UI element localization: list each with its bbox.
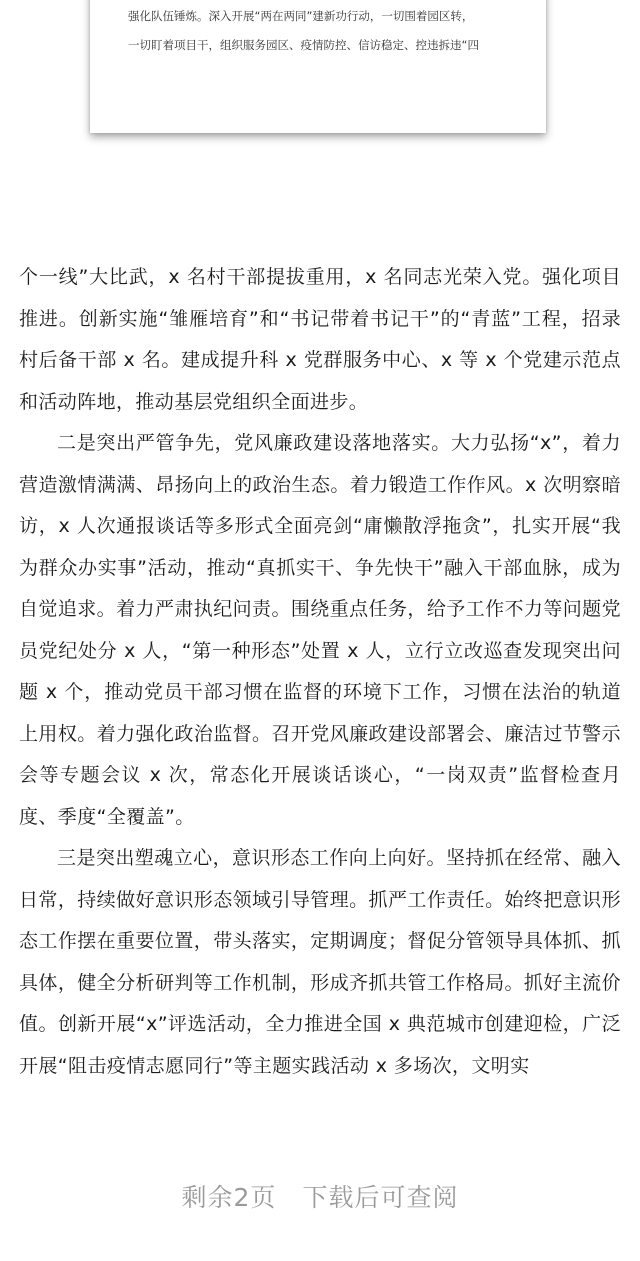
preview-text-line-2: 一切盯着项目干，组织服务园区、疫情防控、信访稳定、控违拆违“四 bbox=[128, 38, 479, 52]
paragraph-continuation: 个一线”大比武，x 名村干部提拔重用，x 名同志光荣入党。强化项目推进。创新实施“雏雁培育”和“书记带着书记干”的“青蓝”工程，招录村后备干部 x 名。建成提升科 x 党群服务中心、x 等 x 个党建示范点和活动阵地，推动基层党组织全面进步。 bbox=[19, 266, 621, 413]
download-to-view-label: 下载后可查阅 bbox=[302, 1183, 459, 1212]
preview-text-line-1: 强化队伍锤炼。深入开展“两在两同”建新功行动，一切围着园区转， bbox=[128, 9, 474, 23]
download-more-banner[interactable] bbox=[0, 1176, 640, 1220]
remaining-pages-label: 剩余2页 bbox=[181, 1183, 277, 1212]
document-body bbox=[19, 257, 621, 1087]
document-preview-card bbox=[90, 0, 546, 133]
paragraph-discipline: 二是突出严管争先，党风廉政建设落地落实。大力弘扬“x”，着力营造激情满满、昂扬向上的政治生态。着力锻造工作作风。x 次明察暗访，x 人次通报谈话等多形式全面亮剑“庸懒散浮拖贪”，扎实开展“我为群众办实事”活动，推动“真抓实干、争先快干”融入干部血脉，成为自觉追求。着力严肃执纪问责。围绕重点任务，给予工作不力等问题党员党纪处分 x 人，“第一种形态”处置 x 人，立行立改巡查发现突出问题 x 个，推动党员干部习惯在监督的环境下工作，习惯在法治的轨道上用权。着力强化政治监督。召开党风廉政建设部署会、廉洁过节警示会等专题会议 x 次，常态化开展谈话谈心，“一岗双责”监督检查月度、季度“全覆盖”。 bbox=[19, 432, 621, 828]
paragraph-ideology: 三是突出塑魂立心，意识形态工作向上向好。坚持抓在经常、融入日常，持续做好意识形态领域引导管理。抓严工作责任。始终把意识形态工作摆在重要位置，带头落实，定期调度；督促分管领导具体抓、抓具体，健全分析研判等工作机制，形成齐抓共管工作格局。抓好主流价值。创新开展“x”评选活动，全力推进全国 x 典范城市创建迎检，广泛开展“阻击疫情志愿同行”等主题实践活动 x 多场次，文明实 bbox=[19, 847, 621, 1077]
